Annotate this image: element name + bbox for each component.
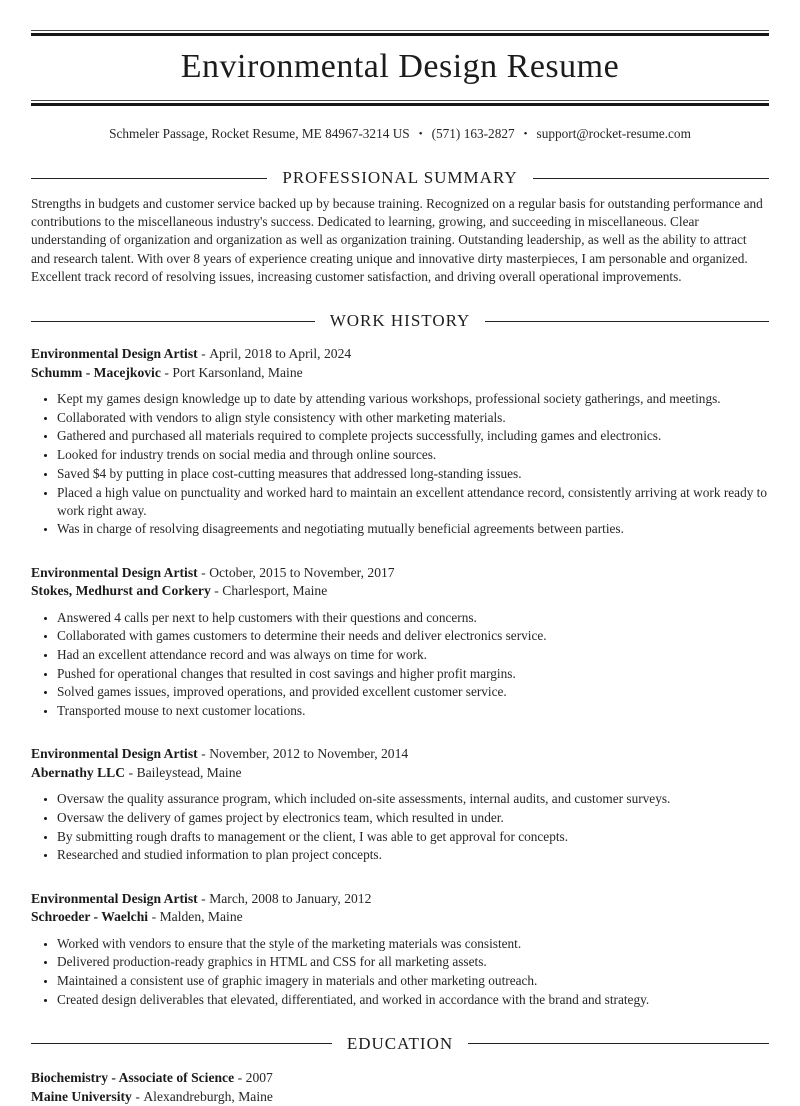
professional-summary-heading: PROFESSIONAL SUMMARY xyxy=(282,168,518,187)
dash-separator: - xyxy=(201,346,206,362)
job-location: Baileystead, Maine xyxy=(136,764,242,780)
job-bullet: • Had an excellent attendance record and was always on time for work. xyxy=(57,646,769,664)
job-bullet: • Oversaw the quality assurance program, which included on-site assessments, internal audits, and customer surveys. xyxy=(57,790,769,808)
professional-summary-text: Strengths in budgets and customer service backed up by because training. Recognized on a regular basis for outstanding performance and contributions to the miscellaneous industry's success. Dedicated to learning, growing, and succeeding in miscellaneous. Clear understanding of organization and organization as well as organization training. Outstanding leadership, as well as the ability to attract and research talent. With over 8 years of experience creating unique and innovative dirty masterpieces, I am personable and organized. Excellent track record of resolving issues, increasing customer satisfaction, and driving overall operational improvements. xyxy=(31,196,763,284)
job-title: Environmental Design Artist xyxy=(31,564,198,580)
dash-separator: - xyxy=(128,764,134,780)
job-bullet: • Maintained a consistent use of graphic imagery in materials and other marketing outreach. xyxy=(57,972,769,990)
heading-rule-right xyxy=(485,321,769,322)
education-heading: EDUCATION xyxy=(346,1033,454,1053)
section-heading-professional-summary xyxy=(31,167,769,189)
job-bullet: • Created design deliverables that elevated, differentiated, and worked in accordance with the brand and strategy. xyxy=(57,991,769,1009)
job-bullet-list xyxy=(31,609,769,721)
job-title: Environmental Design Artist xyxy=(31,890,198,906)
section-heading-education xyxy=(31,1033,769,1055)
job-dates: November, 2012 to November, 2014 xyxy=(209,746,409,762)
job-entry xyxy=(31,564,769,721)
job-entry xyxy=(31,890,769,1009)
contact-line xyxy=(31,125,769,143)
contact-separator-icon: • xyxy=(523,128,528,140)
contact-separator-icon: • xyxy=(418,128,423,140)
job-bullet: • Saved $4 by putting in place cost-cutting measures that addressed long-standing issues. xyxy=(57,465,769,483)
job-bullet: • Oversaw the delivery of games project by electronics team, which resulted in under. xyxy=(57,809,769,827)
job-bullet: • Pushed for operational changes that resulted in cost savings and higher profit margins. xyxy=(57,665,769,683)
dash-separator: - xyxy=(201,890,206,906)
top-double-rule xyxy=(31,30,769,36)
job-company-line xyxy=(31,364,769,383)
job-title: Environmental Design Artist xyxy=(31,346,198,362)
job-bullet: • Placed a high value on punctuality and worked hard to maintain an excellent attendance record, consistently arriving at work ready to work right away. xyxy=(57,484,769,520)
job-bullet: • Delivered production-ready graphics in HTML and CSS for all marketing assets. xyxy=(57,953,769,971)
education-entry xyxy=(31,1068,769,1106)
education-year: 2007 xyxy=(245,1069,273,1085)
job-bullet: • Collaborated with games customers to determine their needs and deliver electronics service. xyxy=(57,627,769,645)
job-dates: March, 2008 to January, 2012 xyxy=(209,890,372,906)
job-entry xyxy=(31,345,769,539)
job-title-line xyxy=(31,345,769,364)
heading-rule-right xyxy=(533,178,769,179)
job-location: Port Karsonland, Maine xyxy=(172,364,303,380)
dash-separator: - xyxy=(201,746,206,762)
job-bullet: • Answered 4 calls per next to help customers with their questions and concerns. xyxy=(57,609,769,627)
section-heading-work-history xyxy=(31,310,769,332)
resume-page xyxy=(0,30,800,1106)
job-location: Charlesport, Maine xyxy=(222,583,328,599)
job-company: Stokes, Medhurst and Corkery xyxy=(31,583,211,599)
job-company: Abernathy LLC xyxy=(31,764,126,780)
job-title-line xyxy=(31,564,769,583)
job-bullet-list xyxy=(31,935,769,1009)
job-bullet: • Solved games issues, improved operations, and provided excellent customer service. xyxy=(57,683,769,701)
job-bullet: • Researched and studied information to plan project concepts. xyxy=(57,846,769,864)
job-company-line xyxy=(31,764,769,783)
resume-title: Environmental Design Resume xyxy=(180,48,620,85)
dash-separator: - xyxy=(214,583,219,599)
job-company: Schumm - Macejkovic xyxy=(31,364,161,380)
job-bullet: • Worked with vendors to ensure that the style of the marketing materials was consistent. xyxy=(57,935,769,953)
education-school-location: Alexandreburgh, Maine xyxy=(143,1088,273,1104)
job-entry xyxy=(31,745,769,864)
job-title-line xyxy=(31,745,769,764)
job-bullet-list xyxy=(31,390,769,539)
heading-rule-left xyxy=(31,321,315,322)
job-dates: October, 2015 to November, 2017 xyxy=(209,564,395,580)
job-bullet: • Collaborated with vendors to align style consistency with other marketing materials. xyxy=(57,409,769,427)
job-dates: April, 2018 to April, 2024 xyxy=(209,346,352,362)
job-bullet: • Was in charge of resolving disagreements and negotiating mutually beneficial agreements between parties. xyxy=(57,520,769,538)
contact-phone: (571) 163-2827 xyxy=(431,126,515,141)
job-bullet-list xyxy=(31,790,769,864)
job-title: Environmental Design Artist xyxy=(31,746,198,762)
job-bullet: • By submitting rough drafts to management or the client, I was able to get approval for concepts. xyxy=(57,828,769,846)
job-bullet: • Gathered and purchased all materials required to complete projects successfully, including games and electronics. xyxy=(57,427,769,445)
education-school-line xyxy=(31,1087,769,1106)
education-degree: Biochemistry - Associate of Science xyxy=(31,1069,235,1085)
job-bullet: • Kept my games design knowledge up to date by attending various workshops, professional society gatherings, and meetings. xyxy=(57,390,769,408)
heading-rule-right xyxy=(468,1043,769,1044)
dash-separator: - xyxy=(151,909,157,925)
job-company-line xyxy=(31,908,769,927)
job-bullet: • Looked for industry trends on social media and through online sources. xyxy=(57,446,769,464)
heading-rule-left xyxy=(31,178,267,179)
heading-rule-left xyxy=(31,1043,332,1044)
title-bottom-double-rule xyxy=(31,100,769,106)
dash-separator: - xyxy=(164,364,169,380)
job-bullet: • Transported mouse to next customer locations. xyxy=(57,702,769,720)
contact-address: Schmeler Passage, Rocket Resume, ME 84967-3214 US xyxy=(109,126,410,141)
job-location: Malden, Maine xyxy=(159,909,243,925)
job-company-line xyxy=(31,582,769,601)
education-school: Maine University xyxy=(31,1088,132,1104)
dash-separator: - xyxy=(135,1088,140,1104)
contact-email: support@rocket-resume.com xyxy=(536,126,691,141)
dash-separator: - xyxy=(201,564,206,580)
dash-separator: - xyxy=(237,1069,243,1085)
work-history-heading: WORK HISTORY xyxy=(329,311,471,331)
job-company: Schroeder - Waelchi xyxy=(31,909,149,925)
job-title-line xyxy=(31,890,769,909)
education-degree-line xyxy=(31,1068,769,1087)
